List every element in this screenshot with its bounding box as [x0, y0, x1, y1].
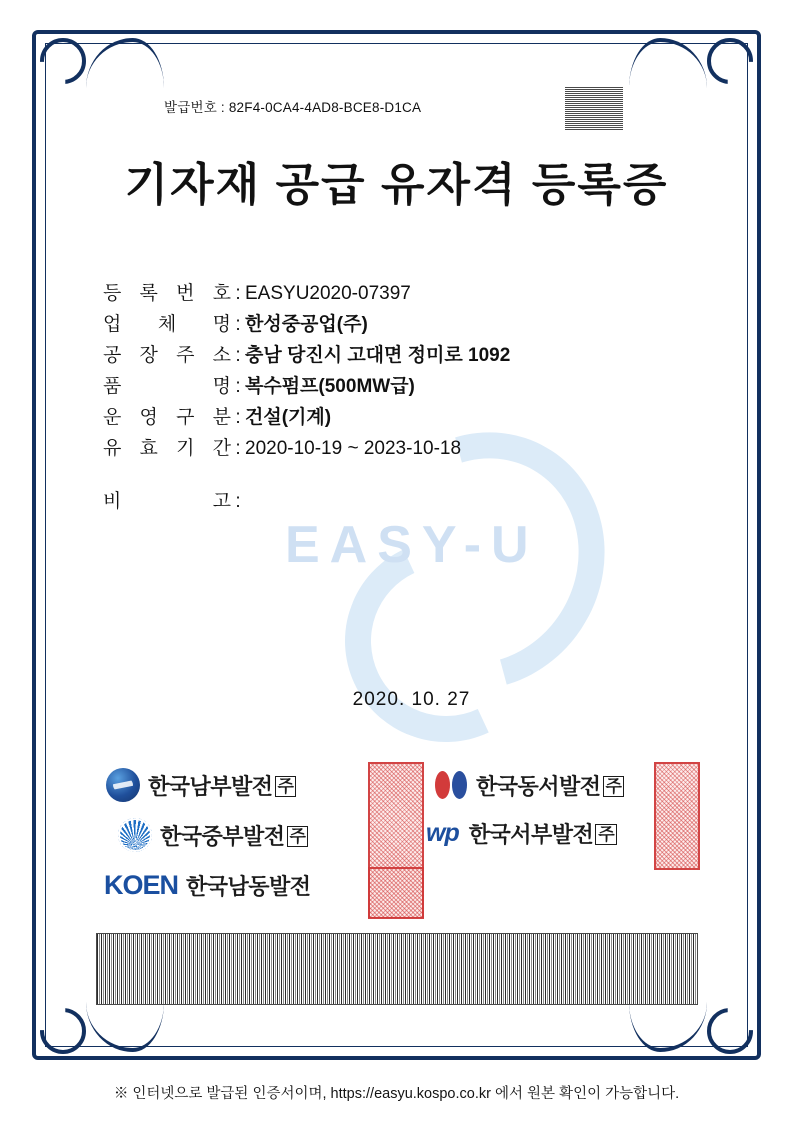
footer-note: ※ 인터넷으로 발급된 인증서이며, https://easyu.kospo.co.kr 에서 원본 확인이 가능합니다.: [113, 1086, 680, 1102]
logo-suffix: 주: [595, 824, 617, 845]
field-colon: :: [235, 314, 241, 335]
field-colon: :: [235, 283, 241, 304]
koen-emblem-icon: KOEN: [104, 870, 179, 900]
issue-number-value: 82F4-0CA4-4AD8-BCE8-D1CA: [228, 100, 422, 115]
field-label: 운 영 구 분: [103, 407, 231, 428]
field-colon: :: [235, 345, 241, 366]
issue-number: [164, 96, 421, 116]
field-row-product-name: [103, 371, 703, 402]
watermark-text: EASY-U: [285, 516, 539, 574]
kospo-emblem-icon: [106, 768, 140, 802]
field-colon: :: [235, 407, 241, 428]
logo-label: 한국중부발전 주: [160, 820, 308, 851]
komipo-emblem-icon: [118, 818, 152, 852]
field-row-company-name: [103, 309, 703, 340]
logo-suffix: 주: [287, 826, 309, 847]
field-spacer: [103, 464, 703, 486]
verification-barcode: [96, 933, 698, 1005]
field-row-factory-address: [103, 340, 703, 371]
logo-koen: [104, 870, 311, 901]
field-label: 품 명: [103, 376, 231, 397]
logo-label: 한국남동발전: [186, 874, 311, 899]
logo-suffix: 주: [275, 776, 297, 797]
field-value-company-name: 한성중공업(주): [245, 314, 368, 335]
field-label: 비 고: [103, 491, 231, 512]
logo-label: 한국남부발전 주: [148, 770, 296, 801]
signatory-logos: [96, 762, 696, 922]
kowepo-emblem-icon: wp: [426, 819, 459, 847]
logo-kowepo: [426, 818, 617, 849]
official-seal-stamp: [368, 867, 424, 919]
field-value-product-name: 복수펌프(500MW급): [245, 376, 415, 397]
logo-label: 한국서부발전 주: [469, 818, 617, 849]
field-label: 업 체 명: [103, 314, 231, 335]
field-value-factory-address: 충남 당진시 고대면 정미로 1092: [245, 345, 511, 366]
field-colon: :: [235, 376, 241, 397]
ewp-emblem-icon: [434, 768, 468, 802]
field-row-remarks: [103, 486, 703, 517]
field-list: [103, 278, 703, 517]
logo-label: 한국동서발전 주: [476, 770, 624, 801]
logo-suffix: 주: [603, 776, 625, 797]
field-value-valid-period: 2020-10-19 ~ 2023-10-18: [245, 438, 462, 459]
field-value-operation-type: 건설(기계): [245, 407, 332, 428]
field-row-operation-type: [103, 402, 703, 433]
logo-ewp: [434, 768, 624, 802]
qr-code-icon: [564, 85, 658, 131]
field-label: 공 장 주 소: [103, 345, 231, 366]
issue-date: 2020. 10. 27: [352, 689, 471, 710]
field-row-valid-period: [103, 433, 703, 464]
field-label: 유 효 기 간: [103, 438, 231, 459]
page-title: 기자재 공급 유자격 등록증: [124, 159, 669, 210]
field-colon: :: [235, 491, 241, 512]
official-seal-stamp: [654, 762, 700, 870]
field-colon: :: [235, 438, 241, 459]
field-value-registration-number: EASYU2020-07397: [245, 283, 411, 304]
logo-kospo: [106, 768, 296, 802]
field-row-registration-number: [103, 278, 703, 309]
logo-komipo: [118, 818, 308, 852]
field-label: 등 록 번 호: [103, 283, 231, 304]
issue-number-label: 발급번호 :: [164, 100, 225, 115]
